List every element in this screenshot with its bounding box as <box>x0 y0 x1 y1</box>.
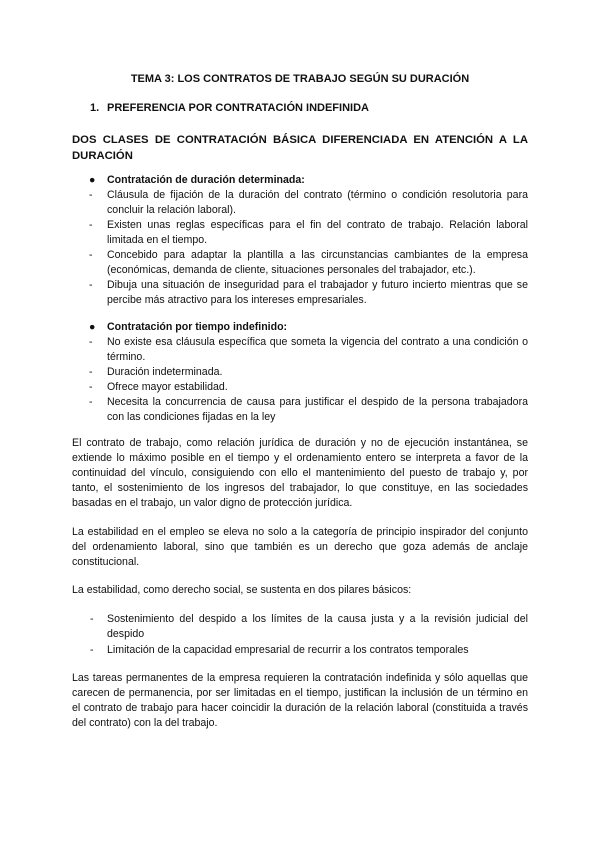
indefinido-block <box>72 320 528 425</box>
list-item-text: Cláusula de fijación de la duración del contrato (término o condición resolutoria para concluir la relación laboral). <box>107 189 528 216</box>
dash-icon: - <box>89 279 93 291</box>
determinada-heading <box>72 173 528 188</box>
dash-icon: - <box>89 336 93 348</box>
list-item-text: Sostenimiento del despido a los límites de la causa justa y a la revisión judicial del despido <box>107 613 528 640</box>
pillars-list <box>72 612 528 658</box>
section-number: 1. <box>90 102 100 114</box>
dash-icon: - <box>89 189 93 201</box>
indefinido-heading <box>72 320 528 335</box>
list-item-text: Limitación de la capacidad empresarial de recurrir a los contratos temporales <box>107 644 469 656</box>
section-label: PREFERENCIA POR CONTRATACIÓN INDEFINIDA <box>107 102 369 114</box>
list-item-text: No existe esa cláusula específica que someta la vigencia del contrato a una condición o término. <box>107 336 528 363</box>
list-item <box>72 395 528 425</box>
dash-icon: - <box>89 396 93 408</box>
indefinido-heading-text: Contratación por tiempo indefinido: <box>107 321 288 333</box>
list-item <box>72 612 528 642</box>
list-item-text: Necesita la concurrencia de causa para justificar el despido de la persona trabajadora con las condiciones fijadas en la ley <box>107 396 528 423</box>
section-heading <box>90 101 369 116</box>
paragraph: El contrato de trabajo, como relación jurídica de duración y no de ejecución instantánea, se extiende lo máximo posible en el tiempo y el ordenamiento entero se interpreta a favor de la continuidad del vínculo, consiguiendo con ello el mantenimiento del puesto de trabajo y, por tanto, el sostenimiento de los ingresos del trabajador, lo que constituye, en las sociedades basadas en el trabajo, un valor digno de protección jurídica. <box>72 437 528 509</box>
list-item-text: Existen unas reglas específicas para el fin del contrato de trabajo. Relación laboral limitada en el tiempo. <box>107 219 528 246</box>
subtitle: DOS CLASES DE CONTRATACIÓN BÁSICA DIFERENCIADA EN ATENCIÓN A LA DURACIÓN <box>72 134 528 162</box>
list-item <box>72 335 528 365</box>
list-item <box>72 278 528 308</box>
document-title: TEMA 3: LOS CONTRATOS DE TRABAJO SEGÚN SU DURACIÓN <box>130 73 470 85</box>
dash-icon: - <box>89 219 93 231</box>
list-item <box>72 248 528 278</box>
dash-icon: - <box>89 381 93 393</box>
dash-icon: - <box>89 366 93 378</box>
list-item-text: Ofrece mayor estabilidad. <box>107 381 228 393</box>
determinada-heading-text: Contratación de duración determinada: <box>107 174 305 186</box>
bullet-icon: ● <box>89 321 96 333</box>
bullet-icon: ● <box>89 174 96 186</box>
list-item-text: Dibuja una situación de inseguridad para el trabajador y futuro incierto mientras que se percibe más atractivo para los intereses empresariales. <box>107 279 528 306</box>
list-item <box>72 643 528 658</box>
dash-icon: - <box>90 644 94 656</box>
list-item <box>72 218 528 248</box>
determinada-block <box>72 173 528 308</box>
paragraph: La estabilidad, como derecho social, se sustenta en dos pilares básicos: <box>72 584 412 596</box>
list-item <box>72 188 528 218</box>
list-item-text: Duración indeterminada. <box>107 366 223 378</box>
dash-icon: - <box>89 249 93 261</box>
paragraph: La estabilidad en el empleo se eleva no solo a la categoría de principio inspirador del conjunto del ordenamiento laboral, sino que también es un derecho que goza además de anclaje constitucional. <box>72 526 528 568</box>
dash-icon: - <box>90 613 94 625</box>
list-item <box>72 380 528 395</box>
list-item-text: Concebido para adaptar la plantilla a las circunstancias cambiantes de la empresa (económicas, demanda de cliente, situaciones personales del trabajador, etc.). <box>107 249 528 276</box>
list-item <box>72 365 528 380</box>
paragraph: Las tareas permanentes de la empresa requieren la contratación indefinida y sólo aquellas que carecen de permanencia, por ser limitadas en el tiempo, justifican la inclusión de un término en el contrato de trabajo para hacer coincidir la duración de la relación laboral (constituida a través del contrato) con la del trabajo. <box>72 672 528 729</box>
